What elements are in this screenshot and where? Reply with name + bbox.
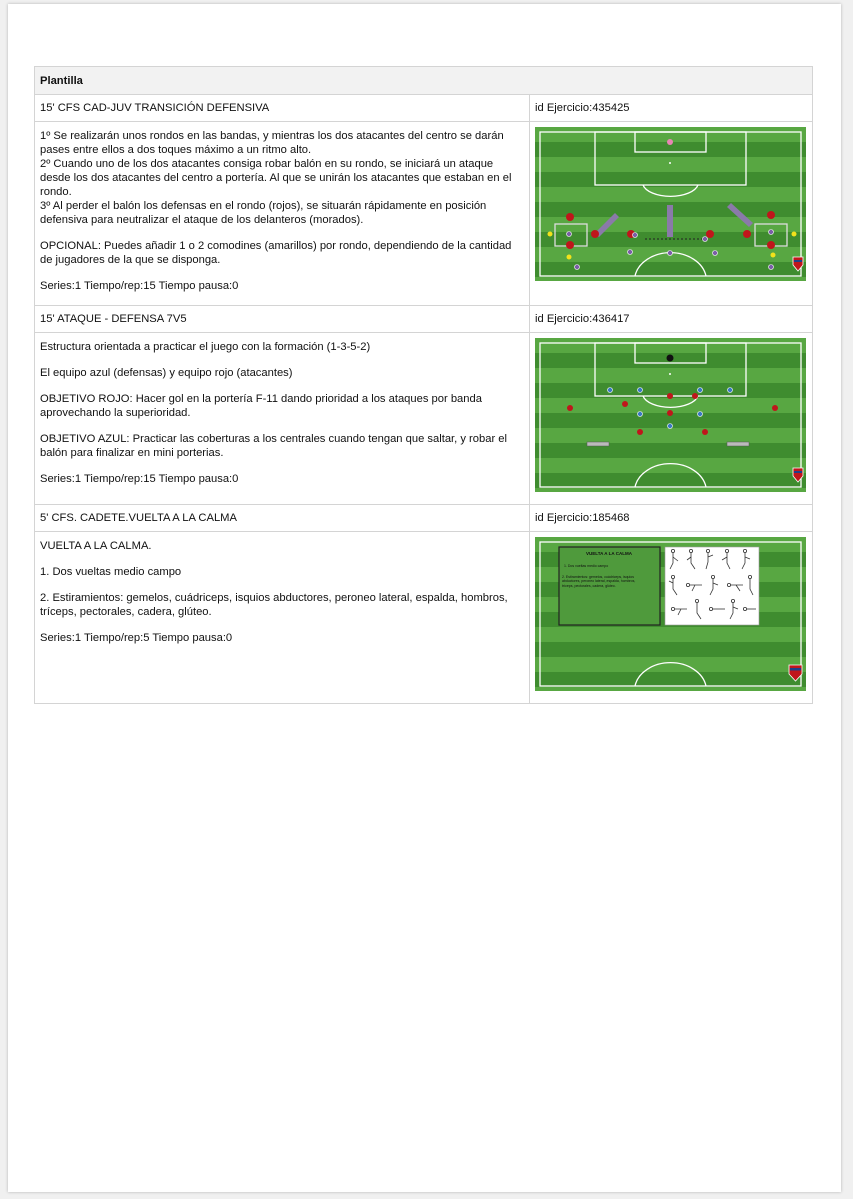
exercise-id: id Ejercicio:436417 [530,306,813,333]
exercise-title-row [35,306,813,333]
exercise-table [34,66,813,704]
description-line: El equipo azul (defensas) y equipo rojo (atacantes) [40,367,293,379]
exercise-description [35,333,530,505]
exercise-diagram-field [535,537,806,691]
goalkeeper-icon [667,355,674,362]
card-title: VUELTA A LA CALMA [586,551,632,556]
exercise-diagram-cell [530,532,813,704]
description-line: OBJETIVO AZUL: Practicar las coberturas a los centrales cuando tengan que saltar, y robar el balón para finalizar en mini porterias. [40,433,507,459]
mini-goal-icon [727,442,749,446]
description-line: Estructura orientada a practicar el juego con la formación (1-3-5-2) [40,341,371,353]
exercise-description [35,122,530,306]
exercise-title-row [35,505,813,532]
exercise-series: Series:1 Tiempo/rep:15 Tiempo pausa:0 [40,473,239,485]
exercise-title: 15' CFS CAD-JUV TRANSICIÓN DEFENSIVA [35,95,530,122]
document-page [8,4,841,1192]
description-line: 1º Se realizarán unos rondos en las bandas, y mientras los dos atacantes del centro se darán pases entre ellos a dos toques máximo a un ritmo alto. [40,130,504,156]
description-line: OBJETIVO ROJO: Hacer gol en la portería F-11 dando prioridad a los ataques por banda aprovechando la superioridad. [40,393,482,419]
exercise-body-row [35,333,813,505]
description-line: 3º Al perder el balón los defensas en el rondo (rojos), se situarán rápidamente en posición defensiva para neutralizar el ataque de los delanteros (morados). [40,200,487,226]
description-line: 2º Cuando uno de los dos atacantes consiga robar balón en su rondo, se iniciará un ataque desde los dos atacantes del centro a portería. Al que se unirán los atacantes que estaban en el rondo. [40,158,512,198]
exercise-title: 15' ATAQUE - DEFENSA 7V5 [35,306,530,333]
exercise-diagram-cell [530,122,813,306]
table-header-row [35,67,813,95]
exercise-body-row [35,532,813,704]
exercise-id: id Ejercicio:185468 [530,505,813,532]
table-title: Plantilla [35,67,813,95]
description-line: OPCIONAL: Puedes añadir 1 o 2 comodines (amarillos) por rondo, dependiendo de la cantidad de jugadores de la que se disponga. [40,240,512,266]
exercise-diagram-field [535,127,806,281]
exercise-diagram-field [535,338,806,492]
exercise-description [35,532,530,704]
exercise-series: Series:1 Tiempo/rep:15 Tiempo pausa:0 [40,280,239,292]
card-line: 1. Dos vueltas medio campo [564,564,609,568]
description-line: VUELTA A LA CALMA. [40,540,152,552]
exercise-title-row [35,95,813,122]
exercise-body-row [35,122,813,306]
description-line: 1. Dos vueltas medio campo [40,566,182,578]
description-line: 2. Estiramientos: gemelos, cuádriceps, isquios abductores, peroneo lateral, espalda, hombros, tríceps, pectorales, cadera, glúteo. [40,592,508,618]
exercise-diagram-cell [530,333,813,505]
card-line: 2. Estiramientos: gemelos, cuádriceps, isquios abductores, peroneo lateral, espalda, hombros, tríceps, pectorales, cadera, glúteo. [562,575,636,588]
arrow-icon [667,205,673,237]
mini-goal-icon [587,442,609,446]
exercise-title: 5' CFS. CADETE.VUELTA A LA CALMA [35,505,530,532]
exercise-series: Series:1 Tiempo/rep:5 Tiempo pausa:0 [40,632,233,644]
ball-icon [667,139,673,145]
exercise-id: id Ejercicio:435425 [530,95,813,122]
